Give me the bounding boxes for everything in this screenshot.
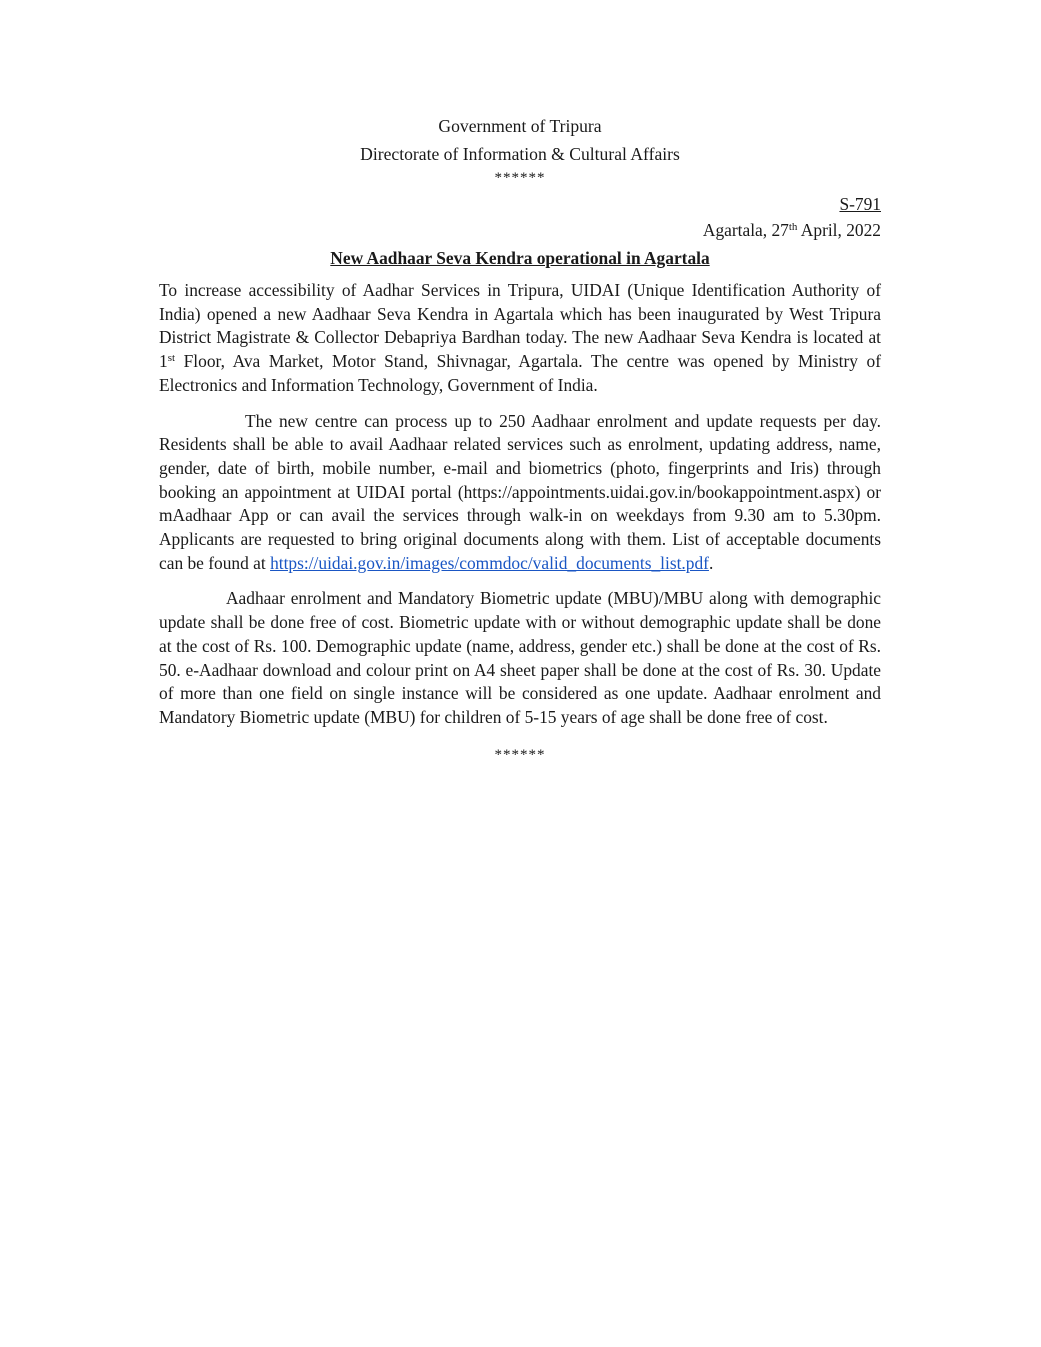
directorate-heading: Directorate of Information & Cultural Affairs xyxy=(360,144,680,164)
reference-number: S-791 xyxy=(839,194,881,214)
dateline xyxy=(159,216,881,244)
press-release-document xyxy=(159,112,881,767)
press-release-title: New Aadhaar Seva Kendra operational in Agartala xyxy=(330,248,710,268)
date-prefix: Agartala, 27 xyxy=(702,220,789,240)
government-heading: Government of Tripura xyxy=(438,116,602,136)
floor-superscript: st xyxy=(167,352,176,365)
paragraph-services-text: The new centre can process up to 250 Aadhaar enrolment and update requests per day. Residents shall be able to avail Aadhaar related services such as enrolment, updating address, name, gender, date of birth, mobile number, e-mail and biometrics (photo, fingerprints and Iris) through booking an appointment at UIDAI portal (https://appointments.uidai.gov.in/bookappointment.aspx) or mAadhaar App or can avail the services through walk-in on weekdays from 9.30 am to 5.30pm. Applicants are requested to bring original documents along with them. List of acceptable documents can be found at xyxy=(159,410,881,573)
paragraph-fees: Aadhaar enrolment and Mandatory Biometric update (MBU)/MBU along with demographic update shall be done free of cost. Biometric update with or without demographic update shall be done at the cost of Rs. 100. Demographic update (name, address, gender etc.) shall be done at the cost of Rs. 50. e-Aadhaar download and colour print on A4 sheet paper shall be done at the cost of Rs. 30. Update of more than one field on single instance will be considered as one update. Aadhaar enrolment and Mandatory Biometric update (MBU) for children of 5-15 years of age shall be done free of cost. xyxy=(159,588,881,727)
paragraph-services-end: . xyxy=(708,552,714,573)
paragraph-intro-part2: Floor, Ava Market, Motor Stand, Shivnagar, Agartala. The centre was opened by Ministry of Electronics and Information Technology, Government of India. xyxy=(159,351,881,395)
date-suffix: April, 2022 xyxy=(797,220,881,240)
header-separator-stars: ****** xyxy=(494,170,546,186)
paragraph-intro-part1: To increase accessibility of Aadhar Services in Tripura, UIDAI (Unique Identification Authority of India) opened a new Aadhaar Seva Kendra in Agartala which has been inaugurated by West Tripura District Magistrate & Collector Debapriya Bardhan today. The new Aadhaar Seva Kendra is located at 1 xyxy=(159,280,881,372)
date-superscript: th xyxy=(788,221,798,233)
footer-separator-stars: ****** xyxy=(494,746,546,763)
paragraph-services xyxy=(159,410,881,576)
valid-documents-link[interactable]: https://uidai.gov.in/images/commdoc/valid_documents_list.pdf xyxy=(270,552,709,573)
paragraph-intro xyxy=(159,279,881,398)
